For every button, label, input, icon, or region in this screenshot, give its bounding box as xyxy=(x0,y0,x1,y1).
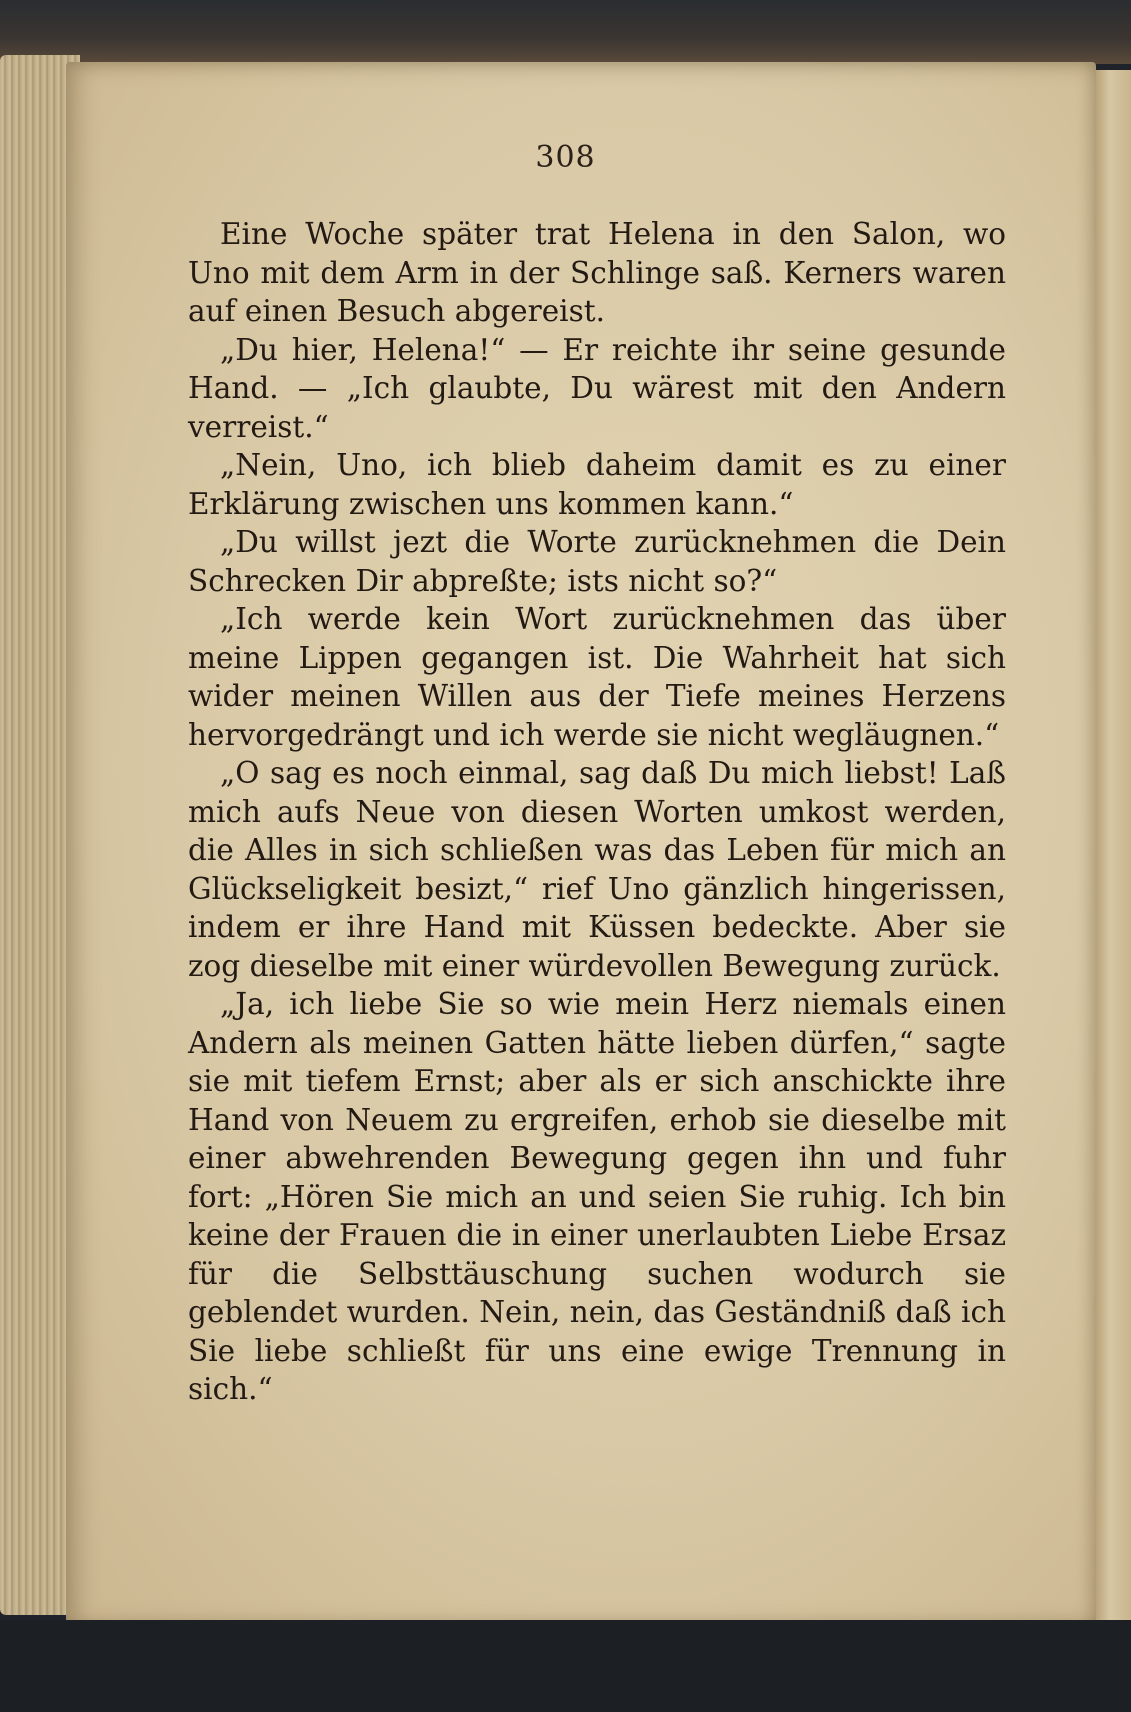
paragraph: „Nein, Uno, ich blieb daheim damit es zu einer Erklärung zwischen uns kommen kann.“ xyxy=(188,448,1006,521)
paragraph: „Ich werde kein Wort zurücknehmen das über meine Lippen gegangen ist. Die Wahrheit hat sich wider meinen Willen aus der Tiefe meines Herzens hervorgedrängt und ich werde sie nicht wegläugnen.“ xyxy=(188,602,1006,752)
page-text xyxy=(188,215,1006,1409)
paragraph: Eine Woche später trat Helena in den Salon, wo Uno mit dem Arm in der Schlinge saß. Kerners waren auf einen Besuch abgereist. xyxy=(188,217,1006,328)
book-top-edge xyxy=(0,0,1131,64)
next-page-edge xyxy=(1096,70,1131,1630)
book-bottom-edge xyxy=(0,1620,1131,1712)
paragraph: „Ja, ich liebe Sie so wie mein Herz niemals einen Andern als meinen Gatten hätte lieben dürfen,“ sagte sie mit tiefem Ernst; aber als er sich anschickte ihre Hand von Neuem zu ergreifen, erhob sie dieselbe mit einer abwehrenden Bewegung gegen ihn und fuhr fort: „Hören Sie mich an und seien Sie ruhig. Ich bin keine der Frauen die in einer unerlaubten Liebe Ersaz für die Selbsttäuschung suchen wodurch sie geblendet wurden. Nein, nein, das Geständniß daß ich Sie liebe schließt für uns eine ewige Trennung in sich.“ xyxy=(188,987,1006,1406)
paragraph: „O sag es noch einmal, sag daß Du mich liebst! Laß mich aufs Neue von diesen Worten umkost werden, die Alles in sich schließen was das Leben für mich an Glückseligkeit besizt,“ rief Uno gänzlich hingerissen, indem er ihre Hand mit Küssen bedeckte. Aber sie zog dieselbe mit einer würdevollen Bewegung zurück. xyxy=(188,756,1006,983)
paragraph: „Du hier, Helena!“ — Er reichte ihr seine gesunde Hand. — „Ich glaubte, Du wärest mit den Andern verreist.“ xyxy=(188,332,1006,444)
paragraph: „Du willst jezt die Worte zurücknehmen die Dein Schrecken Dir abpreßte; ists nicht so?“ xyxy=(188,525,1006,598)
page-number: 308 xyxy=(535,140,596,175)
